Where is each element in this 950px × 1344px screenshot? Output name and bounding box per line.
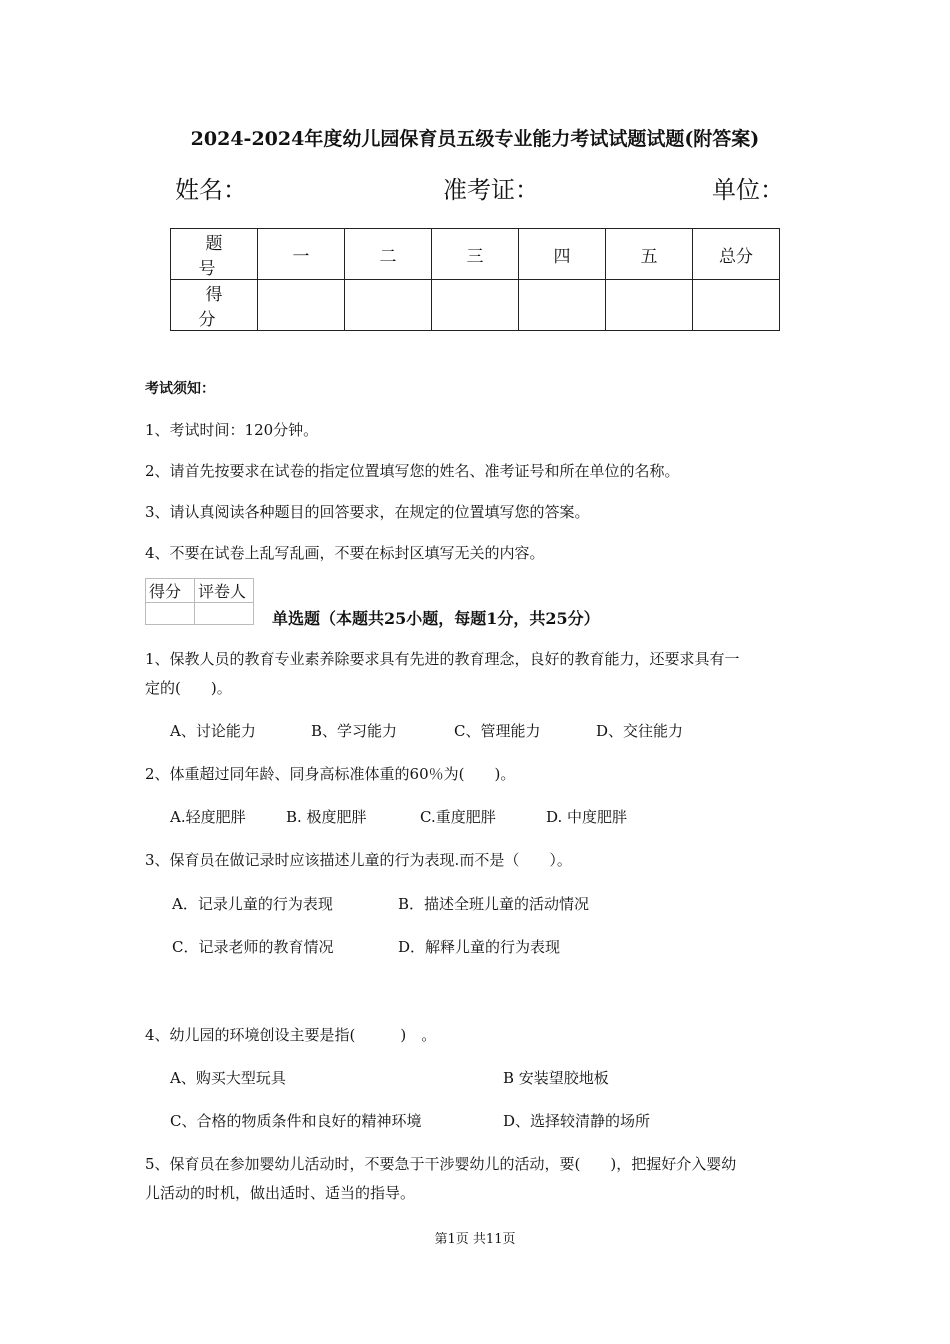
question-1-line: 定的( )。 xyxy=(145,679,232,697)
score-cell[interactable] xyxy=(519,280,606,331)
question-4-option-c: C、合格的物质条件和良好的精神环境 xyxy=(170,1112,422,1130)
score-table-header-cell: 二 xyxy=(345,229,432,280)
score-cell[interactable] xyxy=(258,280,345,331)
question-3-option-b: B．描述全班儿童的活动情况 xyxy=(398,895,590,913)
score-cell[interactable] xyxy=(606,280,693,331)
grader-name-label: 评卷人 xyxy=(195,579,254,603)
section-heading: 单选题（本题共25小题，每题1分，共25分） xyxy=(272,609,600,628)
score-table xyxy=(170,228,780,331)
page-title: 2024-2024年度幼儿园保育员五级专业能力考试试题试题(附答案) xyxy=(190,128,760,150)
score-table-header-cell: 四 xyxy=(519,229,606,280)
unit-label: 单位： xyxy=(712,176,784,204)
question-1-line: 1、保教人员的教育专业素养除要求具有先进的教育理念，良好的教育能力，还要求具有一 xyxy=(145,650,740,668)
page-footer: 第1页 共11页 xyxy=(434,1232,516,1247)
question-2-option-c: C.重度肥胖 xyxy=(420,808,496,826)
notice-item: 3、请认真阅读各种题目的回答要求，在规定的位置填写您的答案。 xyxy=(145,503,590,521)
question-5-line: 5、保育员在参加婴幼儿活动时，不要急于干涉婴幼儿的活动，要( )，把握好介入婴幼 xyxy=(145,1155,737,1173)
question-1-option-a: A、讨论能力 xyxy=(170,722,256,740)
question-1-option-d: D、交往能力 xyxy=(596,722,684,740)
question-4-option-d: D、选择较清静的场所 xyxy=(503,1112,651,1130)
notice-item: 1、考试时间：120分钟。 xyxy=(145,421,319,439)
score-table-header-cell: 一 xyxy=(258,229,345,280)
score-cell[interactable] xyxy=(345,280,432,331)
score-cell[interactable] xyxy=(693,280,780,331)
notice-item: 4、不要在试卷上乱写乱画，不要在标封区填写无关的内容。 xyxy=(145,544,545,562)
question-5-line: 儿活动的时机，做出适时、适当的指导。 xyxy=(145,1184,416,1202)
score-table-score-row xyxy=(171,280,780,331)
question-4-line: 4、幼儿园的环境创设主要是指( ) 。 xyxy=(145,1026,437,1044)
score-table-header-cell: 总分 xyxy=(693,229,780,280)
score-row-label: 得 分 xyxy=(171,280,258,331)
score-table-header-cell: 题 号 xyxy=(171,229,258,280)
score-table-header-row xyxy=(171,229,780,280)
grader-name-cell[interactable] xyxy=(195,603,254,625)
grader-score-cell[interactable] xyxy=(146,603,195,625)
exam-id-label: 准考证： xyxy=(443,176,539,204)
question-2-option-a: A.轻度肥胖 xyxy=(170,808,246,826)
name-label: 姓名： xyxy=(175,176,247,204)
question-4-option-b: B 安装望胶地板 xyxy=(503,1069,609,1087)
question-3-option-a: A．记录儿童的行为表现 xyxy=(172,895,333,913)
grader-box xyxy=(145,578,254,625)
score-table-header-cell: 五 xyxy=(606,229,693,280)
grader-score-label: 得分 xyxy=(146,579,195,603)
question-2-option-d: D. 中度肥胖 xyxy=(546,808,628,826)
question-3-option-d: D．解释儿童的行为表现 xyxy=(398,938,561,956)
question-1-option-c: C、管理能力 xyxy=(454,722,541,740)
question-3-line: 3、保育员在做记录时应该描述儿童的行为表现.而不是（ ）。 xyxy=(145,851,572,869)
question-2-option-b: B. 极度肥胖 xyxy=(286,808,367,826)
question-4-option-a: A、购买大型玩具 xyxy=(170,1069,286,1087)
question-2-line: 2、体重超过同年龄、同身高标准体重的60％为( )。 xyxy=(145,765,516,783)
notice-heading: 考试须知： xyxy=(145,381,215,397)
score-cell[interactable] xyxy=(432,280,519,331)
score-table-header-cell: 三 xyxy=(432,229,519,280)
notice-item: 2、请首先按要求在试卷的指定位置填写您的姓名、准考证号和所在单位的名称。 xyxy=(145,462,680,480)
question-1-option-b: B、学习能力 xyxy=(311,722,398,740)
question-3-option-c: C．记录老师的教育情况 xyxy=(172,938,334,956)
